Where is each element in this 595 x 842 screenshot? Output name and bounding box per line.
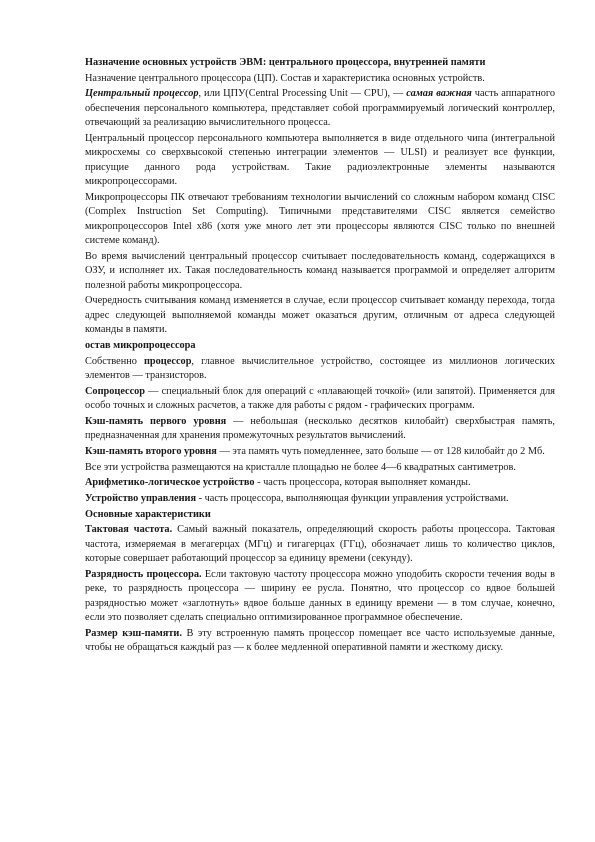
- clock-rate-rest: Самый важный показатель, определяющий скорость работы процессора. Тактовая частота, измеряемая в мегагерцах (МГц) и гигагерцах (ГГц), обозначает лишь то количество циклов, которые совершает работающий процессор за единицу времени (секунду).: [85, 524, 555, 565]
- paragraph-cache-l1: [85, 415, 555, 444]
- paragraph-cisc: Микропроцессоры ПК отвечают требованиям технологии вычислений со сложным набором команд CISC (Complex Instruction Set Computing). Типичными представителями CISC является семейство микропроцессоров Intel x86 (хотя уже много лет эти процессоры являются CISC только по внешней системе команд).: [85, 191, 555, 247]
- intro-paragraph: Назначение центрального процессора (ЦП). Состав и характеристика основных устройств.: [85, 72, 485, 84]
- control-unit-rest: - часть процессора, выполняющая функции управления устройствами.: [196, 492, 509, 504]
- document-page: [85, 56, 555, 657]
- cache-size-term: Размер кэш-памяти.: [85, 627, 182, 639]
- processor-rest: , главное вычислительное устройство, состоящее из миллионов логических элементов — транзисторов.: [85, 355, 555, 381]
- cpu-text: , или ЦПУ(Central Processing Unit — CPU), —: [198, 88, 407, 100]
- paragraph-processor: [85, 355, 555, 384]
- paragraph-bit-width: [85, 568, 555, 626]
- paragraph-crystal: Все эти устройства размещаются на кристалле площадью не более 4—6 квадратных сантиметров.: [85, 461, 516, 473]
- cache-l1-rest: — небольшая (несколько десятков килобайт) сверхбыстрая память, предназначенная для хранения промежуточных результатов вычислений.: [85, 415, 555, 442]
- paragraph-computation: Во время вычислений центральный процессор считывает последовательность команд, содержащихся в ОЗУ, и исполняет их. Такая последовательность команд называется программой и определяет алгоритм полезной работы микропроцессора.: [85, 250, 555, 291]
- cpu-term: Центральный процессор: [85, 88, 199, 100]
- paragraph-order: Очередность считывания команд изменяется в случае, если процессор считывает команду перехода, тогда адрес следующей выполняемой команды может оказаться другим, отличным от адреса следующей команды в памяти.: [85, 295, 555, 336]
- paragraph-chip: Центральный процессор персонального компьютера выполняется в виде отдельного чипа (интегральной микросхемы со сверхвысокой степенью интеграции элементов — ULSI) и реализует все функции, присущие данного рода устройствам. Такие радиоэлектронные элементы называются микропроцессорами.: [85, 132, 555, 188]
- clock-rate-term: Тактовая частота.: [85, 524, 173, 536]
- bit-width-term: Разрядность процессора.: [85, 568, 202, 580]
- bit-width-rest: Если тактовую частоту процессора можно уподобить скорости течения воды в реке, то разрядность процессора — ширину ее русла. Понятно, что процессор со вдвое большей разрядностью может «заглотнуть» вдвое больше данных в единицу времени — в том случае, конечно, если это позволяет сделать специально оптимизированное программное обеспечение.: [85, 568, 555, 624]
- paragraph-cache-l2: [85, 445, 555, 459]
- section-heading-composition: остав микропроцессора: [85, 339, 196, 351]
- paragraph-cache-size: [85, 627, 555, 656]
- cache-l1-term: Кэш-память первого уровня: [85, 415, 227, 427]
- control-unit-term: Устройство управления: [85, 492, 197, 504]
- cpu-emphasis: самая важная: [406, 88, 472, 100]
- paragraph-coprocessor: [85, 385, 555, 414]
- processor-pre: Собственно: [85, 355, 144, 367]
- cpu-definition-paragraph: [85, 87, 555, 130]
- paragraph-control-unit: [85, 492, 555, 506]
- cpu-rest: часть аппаратного обеспечения персонального компьютера, представляет собой программируемый логический контроллер, отвечающий за реализацию вычислительного процесса.: [85, 88, 556, 129]
- paragraph-alu: [85, 476, 555, 490]
- processor-term: процессор: [143, 355, 192, 367]
- paragraph-clock-rate: [85, 523, 555, 566]
- cache-l2-rest: — эта память чуть помедленнее, зато больше — от 128 килобайт до 2 Мб.: [216, 445, 545, 457]
- alu-rest: - часть процессора, которая выполняет команды.: [254, 477, 471, 489]
- cache-l2-term: Кэш-память второго уровня: [85, 445, 217, 457]
- coprocessor-term: Сопроцессор: [85, 385, 146, 397]
- alu-term: Арифметико-логическое устройство: [85, 477, 255, 489]
- section-heading-characteristics: Основные характеристики: [85, 508, 211, 520]
- document-title: Назначение основных устройств ЭВМ: центрального процессора, внутренней памяти: [85, 57, 486, 68]
- cache-size-rest: В эту встроенную память процессор помещает все часто используемые данные, чтобы не обращаться каждый раз — к более медленной оперативной памяти и жесткому диску.: [85, 627, 555, 654]
- coprocessor-rest: — специальный блок для операций с «плавающей точкой» (или запятой). Применяется для особо точных и сложных расчетов, а также для работы с рядом - графических программ.: [85, 385, 555, 412]
